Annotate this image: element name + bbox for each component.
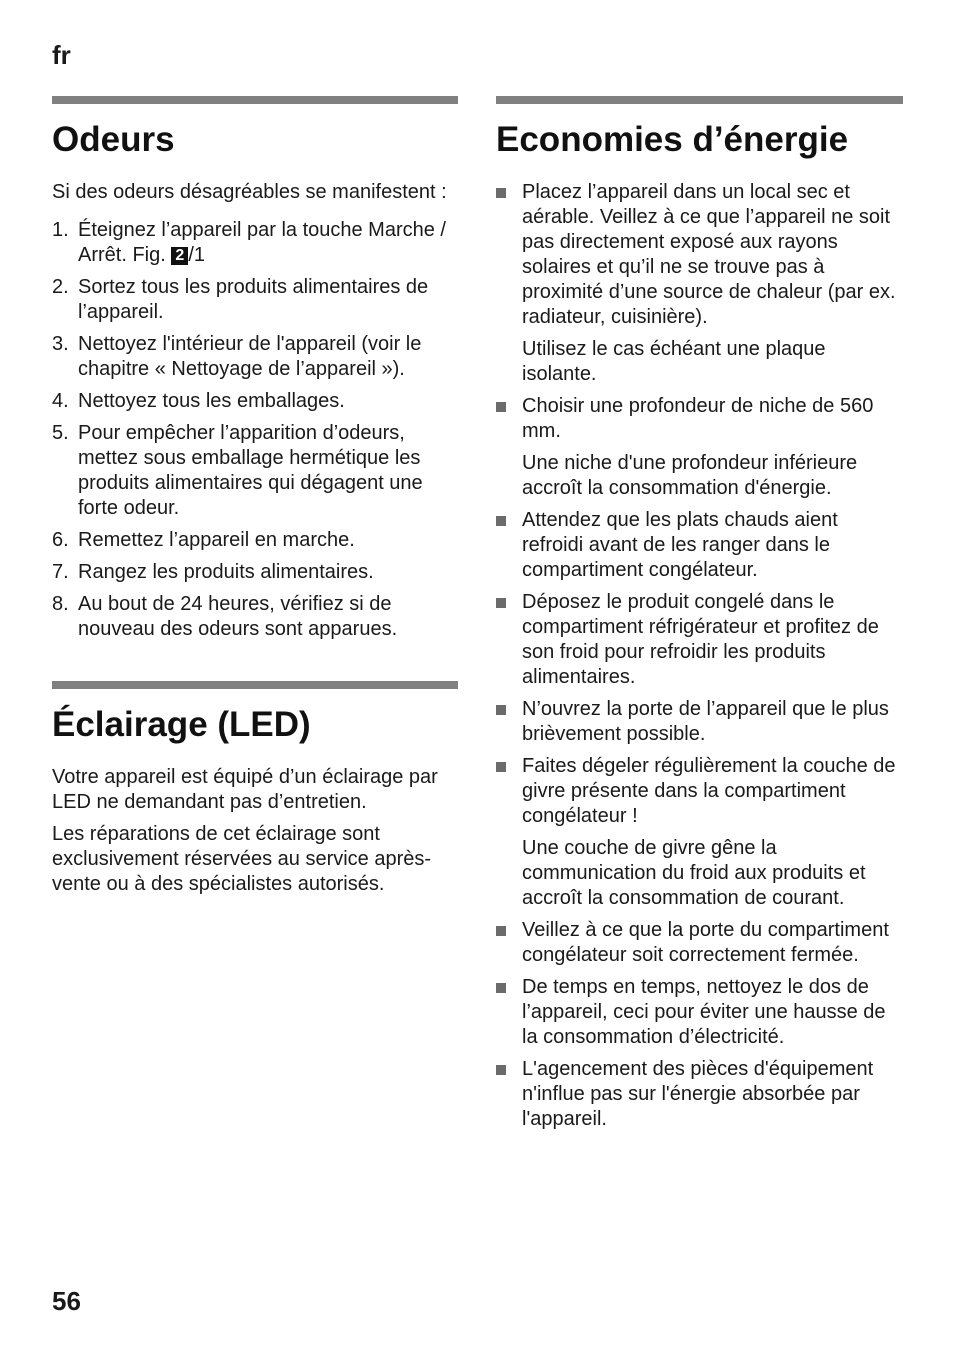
item-text: Faites dégeler régulièrement la couche de givre présente dans la compartiment congélateur !	[522, 755, 896, 827]
step-text-suffix: /1	[188, 244, 206, 266]
step-number: 5.	[52, 422, 69, 444]
square-bullet-icon	[496, 926, 506, 936]
step-number: 7.	[52, 561, 69, 583]
figure-reference-badge: 2	[171, 247, 188, 265]
step-number: 2.	[52, 276, 69, 298]
section-eclairage	[52, 681, 458, 897]
list-item	[52, 421, 458, 521]
section-rule	[496, 96, 903, 104]
odeurs-steps	[52, 218, 458, 642]
step-text: Éteignez l’appareil par la touche Marche / Arrêt. Fig.	[78, 219, 446, 266]
language-tag: fr	[52, 40, 71, 70]
section-title-odeurs: Odeurs	[52, 120, 175, 159]
step-text: Sortez tous les produits alimentaires de l’appareil.	[78, 276, 429, 323]
list-item	[496, 918, 903, 968]
step-number: 4.	[52, 390, 69, 412]
step-text: Nettoyez l'intérieur de l'appareil (voir le chapitre « Nettoyage de l’appareil »).	[78, 333, 422, 380]
list-item	[52, 389, 458, 414]
list-item	[52, 275, 458, 325]
square-bullet-icon	[496, 598, 506, 608]
section-title-economies: Economies d’énergie	[496, 120, 849, 159]
list-item	[496, 697, 903, 747]
list-item	[496, 975, 903, 1050]
square-bullet-icon	[496, 983, 506, 993]
step-text: Pour empêcher l’apparition d’odeurs, mettez sous emballage hermétique les produits alimentaires qui dégagent une forte odeur.	[78, 422, 423, 519]
item-text: N’ouvrez la porte de l’appareil que le plus brièvement possible.	[522, 698, 889, 745]
step-number: 6.	[52, 529, 69, 551]
list-item	[52, 560, 458, 585]
eclairage-paragraph: Votre appareil est équipé d’un éclairage par LED ne demandant pas d’entretien.	[52, 766, 438, 813]
square-bullet-icon	[496, 705, 506, 715]
square-bullet-icon	[496, 1065, 506, 1075]
section-rule	[52, 96, 458, 104]
item-note: Une couche de givre gêne la communication du froid aux produits et accroît la consommation de courant.	[522, 837, 866, 909]
list-item	[496, 1057, 903, 1132]
list-item	[52, 592, 458, 642]
right-column	[496, 96, 903, 1139]
list-item	[52, 528, 458, 553]
item-text: De temps en temps, nettoyez le dos de l’appareil, ceci pour éviter une hausse de la consommation d’électricité.	[522, 976, 886, 1048]
eclairage-paragraph: Les réparations de cet éclairage sont exclusivement réservées au service après-vente ou à des spécialistes autorisés.	[52, 823, 432, 895]
square-bullet-icon	[496, 188, 506, 198]
list-item	[496, 754, 903, 911]
item-note: Utilisez le cas échéant une plaque isolante.	[522, 338, 826, 385]
list-item	[52, 218, 458, 268]
step-text: Nettoyez tous les emballages.	[78, 390, 345, 412]
item-text: L'agencement des pièces d'équipement n'influe pas sur l'énergie absorbée par l'appareil.	[522, 1058, 874, 1130]
item-text: Déposez le produit congelé dans le compartiment réfrigérateur et profitez de son froid pour refroidir les produits alimentaires.	[522, 591, 879, 688]
item-text: Placez l’appareil dans un local sec et aérable. Veillez à ce que l’appareil ne soit pas directement exposé aux rayons solaires et qu’il ne se trouve pas à proximité d’une source de chaleur (par ex. radiateur, cuisinière).	[522, 181, 896, 328]
item-note: Une niche d'une profondeur inférieure accroît la consommation d'énergie.	[522, 452, 858, 499]
list-item	[496, 590, 903, 690]
section-title-eclairage: Éclairage (LED)	[52, 705, 311, 744]
step-number: 3.	[52, 333, 69, 355]
economies-list	[496, 180, 903, 1132]
square-bullet-icon	[496, 402, 506, 412]
item-text: Choisir une profondeur de niche de 560 mm.	[522, 395, 874, 442]
square-bullet-icon	[496, 762, 506, 772]
section-rule	[52, 681, 458, 689]
step-number: 8.	[52, 593, 69, 615]
step-number: 1.	[52, 219, 69, 241]
odeurs-intro: Si des odeurs désagréables se manifestent :	[52, 181, 447, 203]
list-item	[52, 332, 458, 382]
step-text: Remettez l’appareil en marche.	[78, 529, 355, 551]
list-item	[496, 394, 903, 501]
page-number: 56	[52, 1286, 81, 1316]
square-bullet-icon	[496, 516, 506, 526]
list-item	[496, 508, 903, 583]
item-text: Veillez à ce que la porte du compartiment congélateur soit correctement fermée.	[522, 919, 889, 966]
step-text: Rangez les produits alimentaires.	[78, 561, 374, 583]
step-text: Au bout de 24 heures, vérifiez si de nouveau des odeurs sont apparues.	[78, 593, 398, 640]
list-item	[496, 180, 903, 387]
left-column	[52, 96, 458, 904]
item-text: Attendez que les plats chauds aient refroidi avant de les ranger dans le compartiment congélateur.	[522, 509, 838, 581]
